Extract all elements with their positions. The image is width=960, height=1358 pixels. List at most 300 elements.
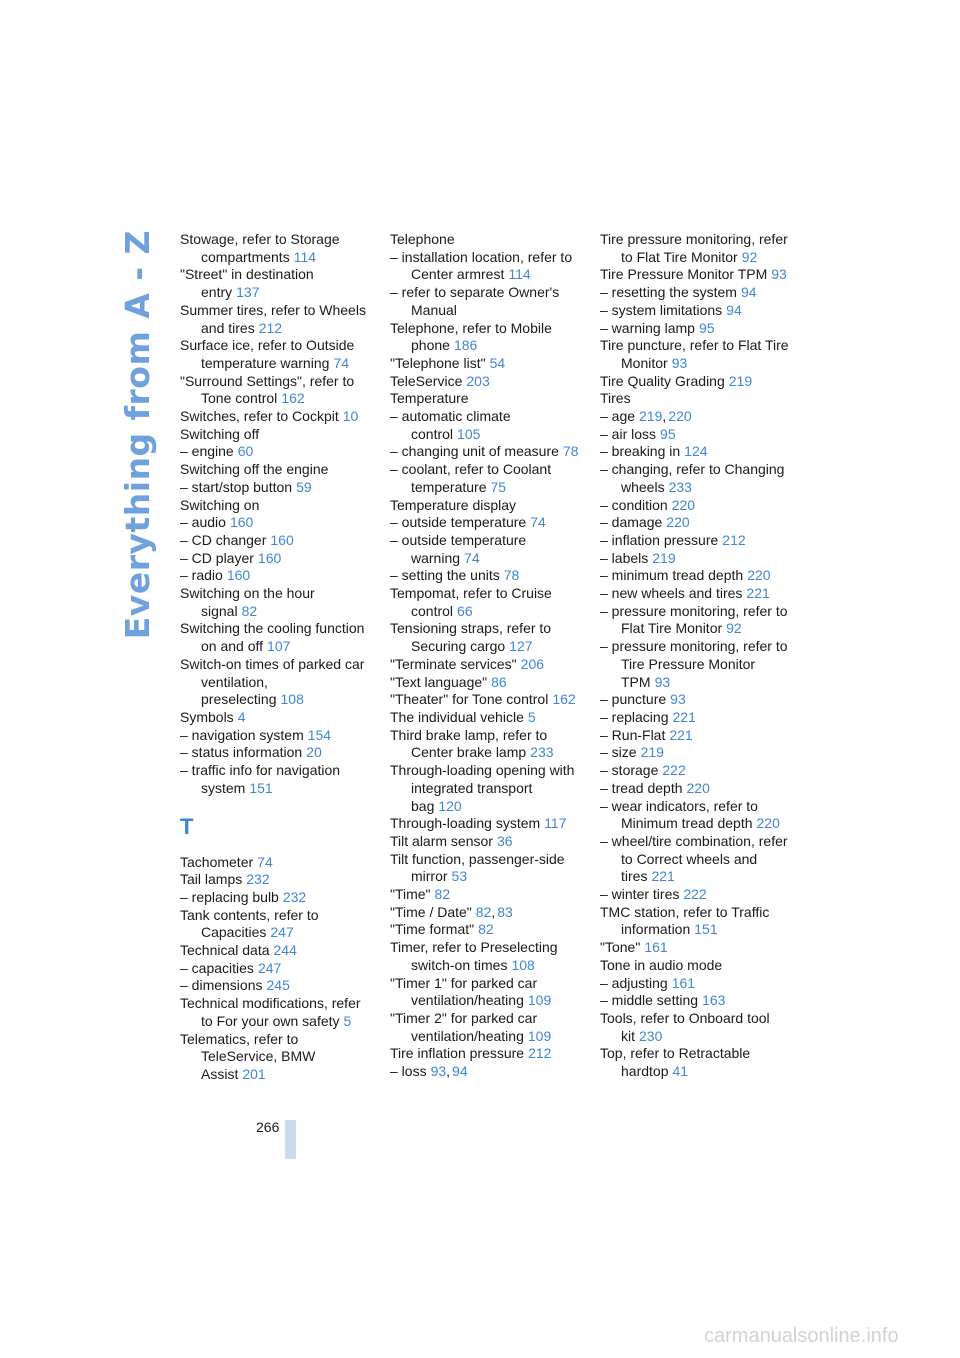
index-term: – loss (390, 1063, 427, 1080)
page-reference-link[interactable]: 160 (226, 567, 251, 584)
index-entry (180, 620, 372, 655)
index-entry (600, 320, 792, 338)
index-term: – installation location, refer to Center armrest (390, 248, 573, 283)
index-entry (600, 886, 792, 904)
page-reference-link[interactable]: 162 (552, 691, 576, 708)
page-reference-link[interactable]: 233 (530, 744, 554, 761)
page-reference-link[interactable]: 212 (528, 1045, 552, 1062)
page-ref-separator: , (446, 1063, 451, 1080)
page-reference-link[interactable]: 82 (434, 886, 451, 903)
index-term: – damage (600, 514, 663, 531)
index-entry (390, 514, 582, 532)
page-reference-link[interactable]: 222 (683, 886, 707, 903)
index-entry (390, 373, 582, 391)
index-term: Switching off (180, 425, 260, 442)
index-entry (180, 426, 372, 444)
page-reference-link[interactable]: 160 (270, 531, 294, 548)
index-entry (600, 585, 792, 603)
index-entry (390, 567, 582, 585)
index-entry (180, 302, 372, 337)
index-term: "Timer 2" for parked car ventilation/heating (390, 1009, 538, 1044)
index-entry (390, 1063, 582, 1081)
index-entry (390, 975, 582, 1010)
index-term: – CD changer (180, 531, 267, 548)
index-entry (600, 904, 792, 939)
index-term: "Text language" (390, 673, 488, 690)
index-term: Tilt alarm sensor (390, 832, 493, 849)
index-term: "Time format" (390, 921, 475, 938)
index-entry (600, 727, 792, 745)
index-term: Summer tires, refer to Wheels and tires (180, 301, 366, 336)
page-reference-link[interactable]: 59 (296, 478, 312, 495)
index-term: – refer to separate Owner's Manual (390, 284, 560, 318)
page-reference-link[interactable]: 54 (489, 354, 506, 371)
index-entry (600, 284, 792, 302)
index-term: – changing unit of measure (390, 443, 559, 460)
index-entry (600, 443, 792, 461)
page-number: 266 (256, 1119, 280, 1135)
index-term: – radio (180, 567, 223, 584)
index-term: – navigation system (180, 726, 304, 743)
page-reference-link[interactable]: 86 (491, 673, 507, 690)
page-reference-link[interactable]: 220 (756, 815, 780, 832)
index-term: The individual vehicle (390, 708, 524, 725)
index-term: Tire puncture, refer to Flat Tire Monitor (600, 337, 789, 371)
index-entry (180, 656, 372, 709)
page-reference-link[interactable]: 162 (281, 390, 305, 407)
index-term: – breaking in (600, 443, 681, 460)
index-term: – age (600, 408, 636, 425)
index-entry (600, 390, 792, 408)
index-term: TMC station, refer to Traffic information (600, 903, 770, 938)
index-term: Timer, refer to Preselecting switch-on times (390, 939, 558, 973)
page-reference-link[interactable]: 219 (640, 744, 664, 761)
page-reference-link[interactable]: 120 (438, 797, 462, 814)
index-entry (180, 995, 372, 1030)
page-reference-link[interactable]: 5 (343, 1012, 352, 1029)
page-number-bar (285, 1120, 296, 1159)
page-reference-link[interactable]: 160 (229, 514, 254, 531)
page-reference-link[interactable]: 94 (726, 301, 742, 318)
index-term: – engine (180, 443, 234, 460)
page-ref-separator: , (662, 408, 667, 425)
index-entry (600, 709, 792, 727)
index-entry (180, 1031, 372, 1084)
page-reference-link[interactable]: 221 (669, 726, 693, 743)
index-entry (390, 709, 582, 727)
index-term: – minimum tread depth (600, 567, 744, 584)
page-reference-link[interactable]: 108 (280, 691, 304, 708)
index-term: – CD player (180, 549, 254, 566)
index-term: Technical modifications, refer to For your own safety (180, 995, 361, 1029)
index-entry (180, 337, 372, 372)
page-reference-link[interactable]: 107 (267, 638, 291, 655)
index-term: Tilt function, passenger-side mirror (390, 850, 565, 885)
index-term: "Terminate services" (390, 655, 517, 672)
page-reference-link[interactable]: 232 (246, 871, 270, 888)
index-term: Telephone, refer to Mobile phone (390, 319, 552, 354)
index-term: Surface ice, refer to Outside temperature warning (180, 337, 355, 371)
page-reference-link[interactable]: 78 (503, 567, 520, 584)
index-entry (390, 355, 582, 373)
index-term: – wear indicators, refer to Minimum tread depth (600, 797, 758, 832)
index-term: – inflation pressure (600, 531, 719, 548)
index-entry (600, 638, 792, 691)
index-entry (390, 443, 582, 461)
index-term: Temperature display (390, 496, 517, 513)
page-reference-link[interactable]: 220 (686, 779, 710, 796)
index-term: – audio (180, 514, 226, 531)
index-entry (390, 497, 582, 515)
page-reference-link[interactable]: 151 (249, 779, 273, 796)
index-entry (600, 798, 792, 833)
index-entry (180, 889, 372, 907)
index-entry (600, 266, 792, 284)
index-term: – air loss (600, 425, 657, 442)
index-term: – setting the units (390, 567, 500, 584)
index-term: Switches, refer to Cockpit (180, 408, 339, 425)
index-term: – adjusting (600, 974, 668, 991)
index-term: – start/stop button (180, 478, 293, 495)
index-term: – replacing (600, 708, 669, 725)
index-entry (390, 585, 582, 620)
index-entry (180, 854, 372, 872)
page-reference-link[interactable]: 93 (671, 354, 688, 371)
index-term: Switching on (180, 496, 260, 513)
index-entry (180, 514, 372, 532)
index-term: – system limitations (600, 301, 723, 318)
index-term: Switching on the hour signal (180, 585, 315, 619)
page-reference-link[interactable]: 212 (258, 319, 283, 336)
page-reference-link[interactable]: 93 (771, 266, 787, 283)
page-reference-link[interactable]: 117 (544, 815, 567, 832)
index-entry (600, 337, 792, 372)
index-entry (600, 497, 792, 515)
index-entry (390, 674, 582, 692)
page-reference-link[interactable]: 221 (651, 868, 675, 885)
section-side-title: Everything from A - Z (118, 230, 157, 640)
index-term: – tread depth (600, 779, 683, 796)
index-term: Switch-on times of parked car ventilation, preselecting (180, 655, 365, 708)
index-term: Temperature (390, 390, 469, 407)
index-term: Tire Pressure Monitor TPM (600, 266, 768, 283)
page-reference-link[interactable]: 82 (241, 602, 258, 619)
index-term: Top, refer to Retractable hardtop (600, 1045, 751, 1080)
page-reference-link[interactable]: 154 (307, 726, 332, 743)
index-entry (180, 585, 372, 620)
index-entry (390, 408, 582, 443)
index-term: Tools, refer to Onboard tool kit (600, 1009, 770, 1044)
index-entry (600, 302, 792, 320)
index-entry (390, 620, 582, 655)
index-term: Tire Quality Grading (600, 372, 725, 389)
index-term: "Time / Date" (390, 903, 472, 920)
page-reference-link[interactable]: 219 (652, 549, 676, 566)
page-reference-link[interactable]: 5 (527, 708, 536, 725)
index-entry (180, 567, 372, 585)
index-column-3 (600, 231, 792, 1081)
index-term: Tail lamps (180, 871, 243, 888)
index-term: Stowage, refer to Storage compartments (180, 231, 340, 265)
index-entry (180, 907, 372, 942)
page-reference-link[interactable]: 109 (527, 992, 552, 1009)
index-entry (600, 603, 792, 638)
index-entry (390, 939, 582, 974)
page-reference-link[interactable]: 221 (746, 585, 770, 602)
page-reference-link[interactable]: 221 (672, 708, 696, 725)
page-reference-link[interactable]: 161 (644, 939, 668, 956)
page-reference-link[interactable]: 203 (466, 372, 490, 389)
index-entry (600, 514, 792, 532)
index-entry (180, 532, 372, 550)
index-entry (390, 691, 582, 709)
index-term: Through-loading system (390, 815, 541, 832)
watermark: carmanualsonline.info (704, 1325, 899, 1347)
index-entry (180, 373, 372, 408)
page-reference-link[interactable]: 233 (668, 478, 692, 495)
page-reference-link[interactable]: 105 (457, 425, 481, 442)
page-reference-link[interactable]: 53 (451, 868, 468, 885)
page-reference-link[interactable]: 95 (698, 319, 715, 336)
index-entry (600, 1045, 792, 1080)
page-reference-link[interactable]: 95 (660, 425, 676, 442)
index-term: – coolant, refer to Coolant temperature (390, 461, 552, 495)
index-entry (180, 942, 372, 960)
page-reference-link[interactable]: 124 (684, 443, 708, 460)
index-term: – pressure monitoring, refer to Flat Tire Monitor (600, 602, 788, 637)
index-entry (600, 762, 792, 780)
index-term: Telephone (390, 231, 455, 247)
index-term: "Tone" (600, 939, 641, 956)
page-reference-link[interactable]: 114 (508, 266, 531, 283)
index-entry (180, 443, 372, 461)
page-reference-link[interactable]: 74 (464, 549, 480, 566)
index-term: "Timer 1" for parked car ventilation/heating (390, 974, 538, 1009)
page-reference-link[interactable]: 212 (722, 531, 746, 548)
index-term: "Street" in destination entry (180, 266, 314, 301)
index-term: Tires (600, 390, 631, 407)
index-entry (390, 1045, 582, 1063)
page-reference-link[interactable]: 219 (728, 372, 753, 389)
index-term: TeleService (390, 372, 463, 389)
page-reference-link[interactable]: 94 (452, 1063, 468, 1080)
page-reference-link[interactable]: 220 (668, 408, 692, 425)
page-reference-link[interactable]: 66 (457, 602, 473, 619)
index-entry (180, 461, 372, 479)
index-term: – pressure monitoring, refer to Tire Pressure Monitor TPM (600, 638, 788, 690)
page-reference-link[interactable]: 74 (530, 514, 546, 531)
index-entry (390, 886, 582, 904)
page-reference-link[interactable]: 222 (662, 762, 686, 779)
page-reference-link[interactable]: 108 (511, 956, 535, 973)
index-entry (390, 532, 582, 567)
index-term: – replacing bulb (180, 888, 279, 905)
index-entry (600, 691, 792, 709)
index-entry (180, 744, 372, 762)
page-reference-link[interactable]: 161 (671, 974, 696, 991)
index-term: – winter tires (600, 886, 680, 903)
page-reference-link[interactable]: 220 (671, 496, 696, 513)
index-entry (390, 815, 582, 833)
index-term: Tempomat, refer to Cruise control (390, 585, 552, 619)
index-entry (180, 762, 372, 797)
page-reference-link[interactable]: 92 (741, 248, 758, 265)
page-reference-link[interactable]: 93 (670, 691, 686, 708)
index-column-2 (390, 231, 582, 1081)
index-term: – labels (600, 549, 649, 566)
page-reference-link[interactable]: 245 (266, 977, 290, 994)
page-reference-link[interactable]: 230 (639, 1027, 663, 1044)
page-reference-link[interactable]: 151 (694, 921, 718, 938)
index-term: – changing, refer to Changing wheels (600, 461, 785, 495)
index-entry (390, 904, 582, 922)
index-term: – wheel/tire combination, refer to Correct wheels and tires (600, 832, 788, 885)
index-column-1 (180, 231, 372, 1084)
index-entry (390, 851, 582, 886)
index-entry (180, 871, 372, 889)
page-reference-link[interactable]: 83 (497, 903, 513, 920)
page-ref-separator: , (491, 903, 496, 920)
index-term: – dimensions (180, 977, 263, 994)
index-term: Third brake lamp, refer to Center brake lamp (390, 726, 548, 761)
index-term: – automatic climate control (390, 408, 511, 442)
index-term: Technical data (180, 942, 270, 959)
index-term: – status information (180, 744, 303, 761)
index-entry (390, 762, 582, 815)
index-term: Telematics, refer to TeleService, BMW Assist (180, 1030, 316, 1082)
index-entry (600, 1010, 792, 1045)
page-reference-link[interactable]: 109 (527, 1027, 552, 1044)
index-term: "Time" (390, 886, 431, 903)
index-entry (390, 921, 582, 939)
page-reference-link[interactable]: 78 (562, 443, 579, 460)
index-entry (390, 461, 582, 496)
index-entry (180, 977, 372, 995)
index-entry (600, 373, 792, 391)
page-reference-link[interactable]: 163 (702, 992, 726, 1009)
index-entry (600, 744, 792, 762)
page-reference-link[interactable]: 201 (242, 1065, 266, 1082)
index-term: – resetting the system (600, 284, 737, 301)
index-term: Tire pressure monitoring, refer to Flat Tire Monitor (600, 231, 788, 265)
index-term: Tensioning straps, refer to Securing cargo (390, 620, 552, 655)
index-term: "Telephone list" (390, 354, 486, 371)
index-entry (180, 408, 372, 426)
index-entry (600, 532, 792, 550)
page-reference-link[interactable]: 93 (654, 673, 671, 690)
index-entry (600, 426, 792, 444)
index-term: – outside temperature warning (390, 531, 527, 566)
index-entry (600, 550, 792, 568)
index-entry (390, 833, 582, 851)
page-reference-link[interactable]: 75 (490, 478, 507, 495)
page-reference-link[interactable]: 247 (257, 959, 282, 976)
page-reference-link[interactable]: 74 (257, 853, 273, 870)
index-entry (390, 1010, 582, 1045)
page-reference-link[interactable]: 244 (273, 942, 297, 959)
index-term: Tone in audio mode (600, 956, 723, 973)
index-entry (600, 780, 792, 798)
index-entry (180, 497, 372, 515)
page-reference-link[interactable]: 186 (453, 337, 478, 354)
page-reference-link[interactable]: 36 (496, 832, 513, 849)
index-entry (390, 390, 582, 408)
index-term: – outside temperature (390, 514, 527, 531)
index-entry (390, 656, 582, 674)
index-term: – size (600, 744, 637, 761)
index-term: Tire inflation pressure (390, 1045, 525, 1062)
index-entry (180, 231, 372, 266)
page-reference-link[interactable]: 92 (726, 620, 742, 637)
page-reference-link[interactable]: 127 (509, 638, 533, 655)
index-term: Tank contents, refer to Capacities (180, 906, 319, 941)
index-term: – Run-Flat (600, 726, 666, 743)
index-term: – capacities (180, 959, 254, 976)
index-entry (600, 833, 792, 886)
index-term: Symbols (180, 708, 234, 725)
page-reference-link[interactable]: 82 (478, 921, 494, 938)
page-reference-link[interactable]: 82 (475, 903, 492, 920)
index-entry (600, 992, 792, 1010)
index-entry (600, 231, 792, 266)
index-entry (180, 266, 372, 301)
page-reference-link[interactable]: 60 (237, 443, 254, 460)
page-reference-link[interactable]: 10 (342, 408, 359, 425)
index-entry (180, 960, 372, 978)
page-reference-link[interactable]: 93 (430, 1063, 447, 1080)
index-term: Switching off the engine (180, 461, 329, 478)
index-entry (600, 408, 792, 426)
index-term: Tachometer (180, 853, 254, 870)
page-reference-link[interactable]: 20 (306, 744, 322, 761)
page-reference-link[interactable]: 220 (666, 514, 690, 531)
index-entry (180, 727, 372, 745)
index-term: Through-loading opening with integrated transport bag (390, 762, 575, 814)
page-reference-link[interactable]: 206 (520, 655, 545, 672)
index-entry (600, 461, 792, 496)
index-term: – storage (600, 762, 659, 779)
index-term: – condition (600, 496, 668, 513)
page-reference-link[interactable]: 232 (282, 888, 307, 905)
index-entry (390, 727, 582, 762)
page-reference-link[interactable]: 220 (747, 567, 771, 584)
index-entry (180, 479, 372, 497)
page-reference-link[interactable]: 4 (237, 708, 246, 725)
page-reference-link[interactable]: 137 (236, 284, 260, 301)
page-reference-link[interactable]: 94 (740, 284, 757, 301)
page-reference-link[interactable]: 74 (333, 354, 349, 371)
index-entry (390, 249, 582, 284)
index-term: – traffic info for navigation system (180, 762, 341, 796)
index-entry (390, 284, 582, 319)
index-term: "Surround Settings", refer to Tone control (180, 372, 355, 407)
index-entry (390, 320, 582, 355)
index-term: – warning lamp (600, 319, 695, 336)
index-term: – middle setting (600, 992, 699, 1009)
page-reference-link[interactable]: 219 (639, 408, 663, 425)
index-letter-heading: T (180, 813, 194, 839)
page-reference-link[interactable]: 247 (270, 924, 294, 941)
page-reference-link[interactable]: 114 (293, 248, 317, 265)
index-entry (180, 550, 372, 568)
index-entry (390, 231, 582, 249)
index-term: – new wheels and tires (600, 585, 743, 602)
index-entry (600, 939, 792, 957)
index-entry (600, 567, 792, 585)
page-reference-link[interactable]: 41 (672, 1063, 689, 1080)
index-term: "Theater" for Tone control (390, 691, 549, 708)
page-reference-link[interactable]: 160 (257, 549, 282, 566)
